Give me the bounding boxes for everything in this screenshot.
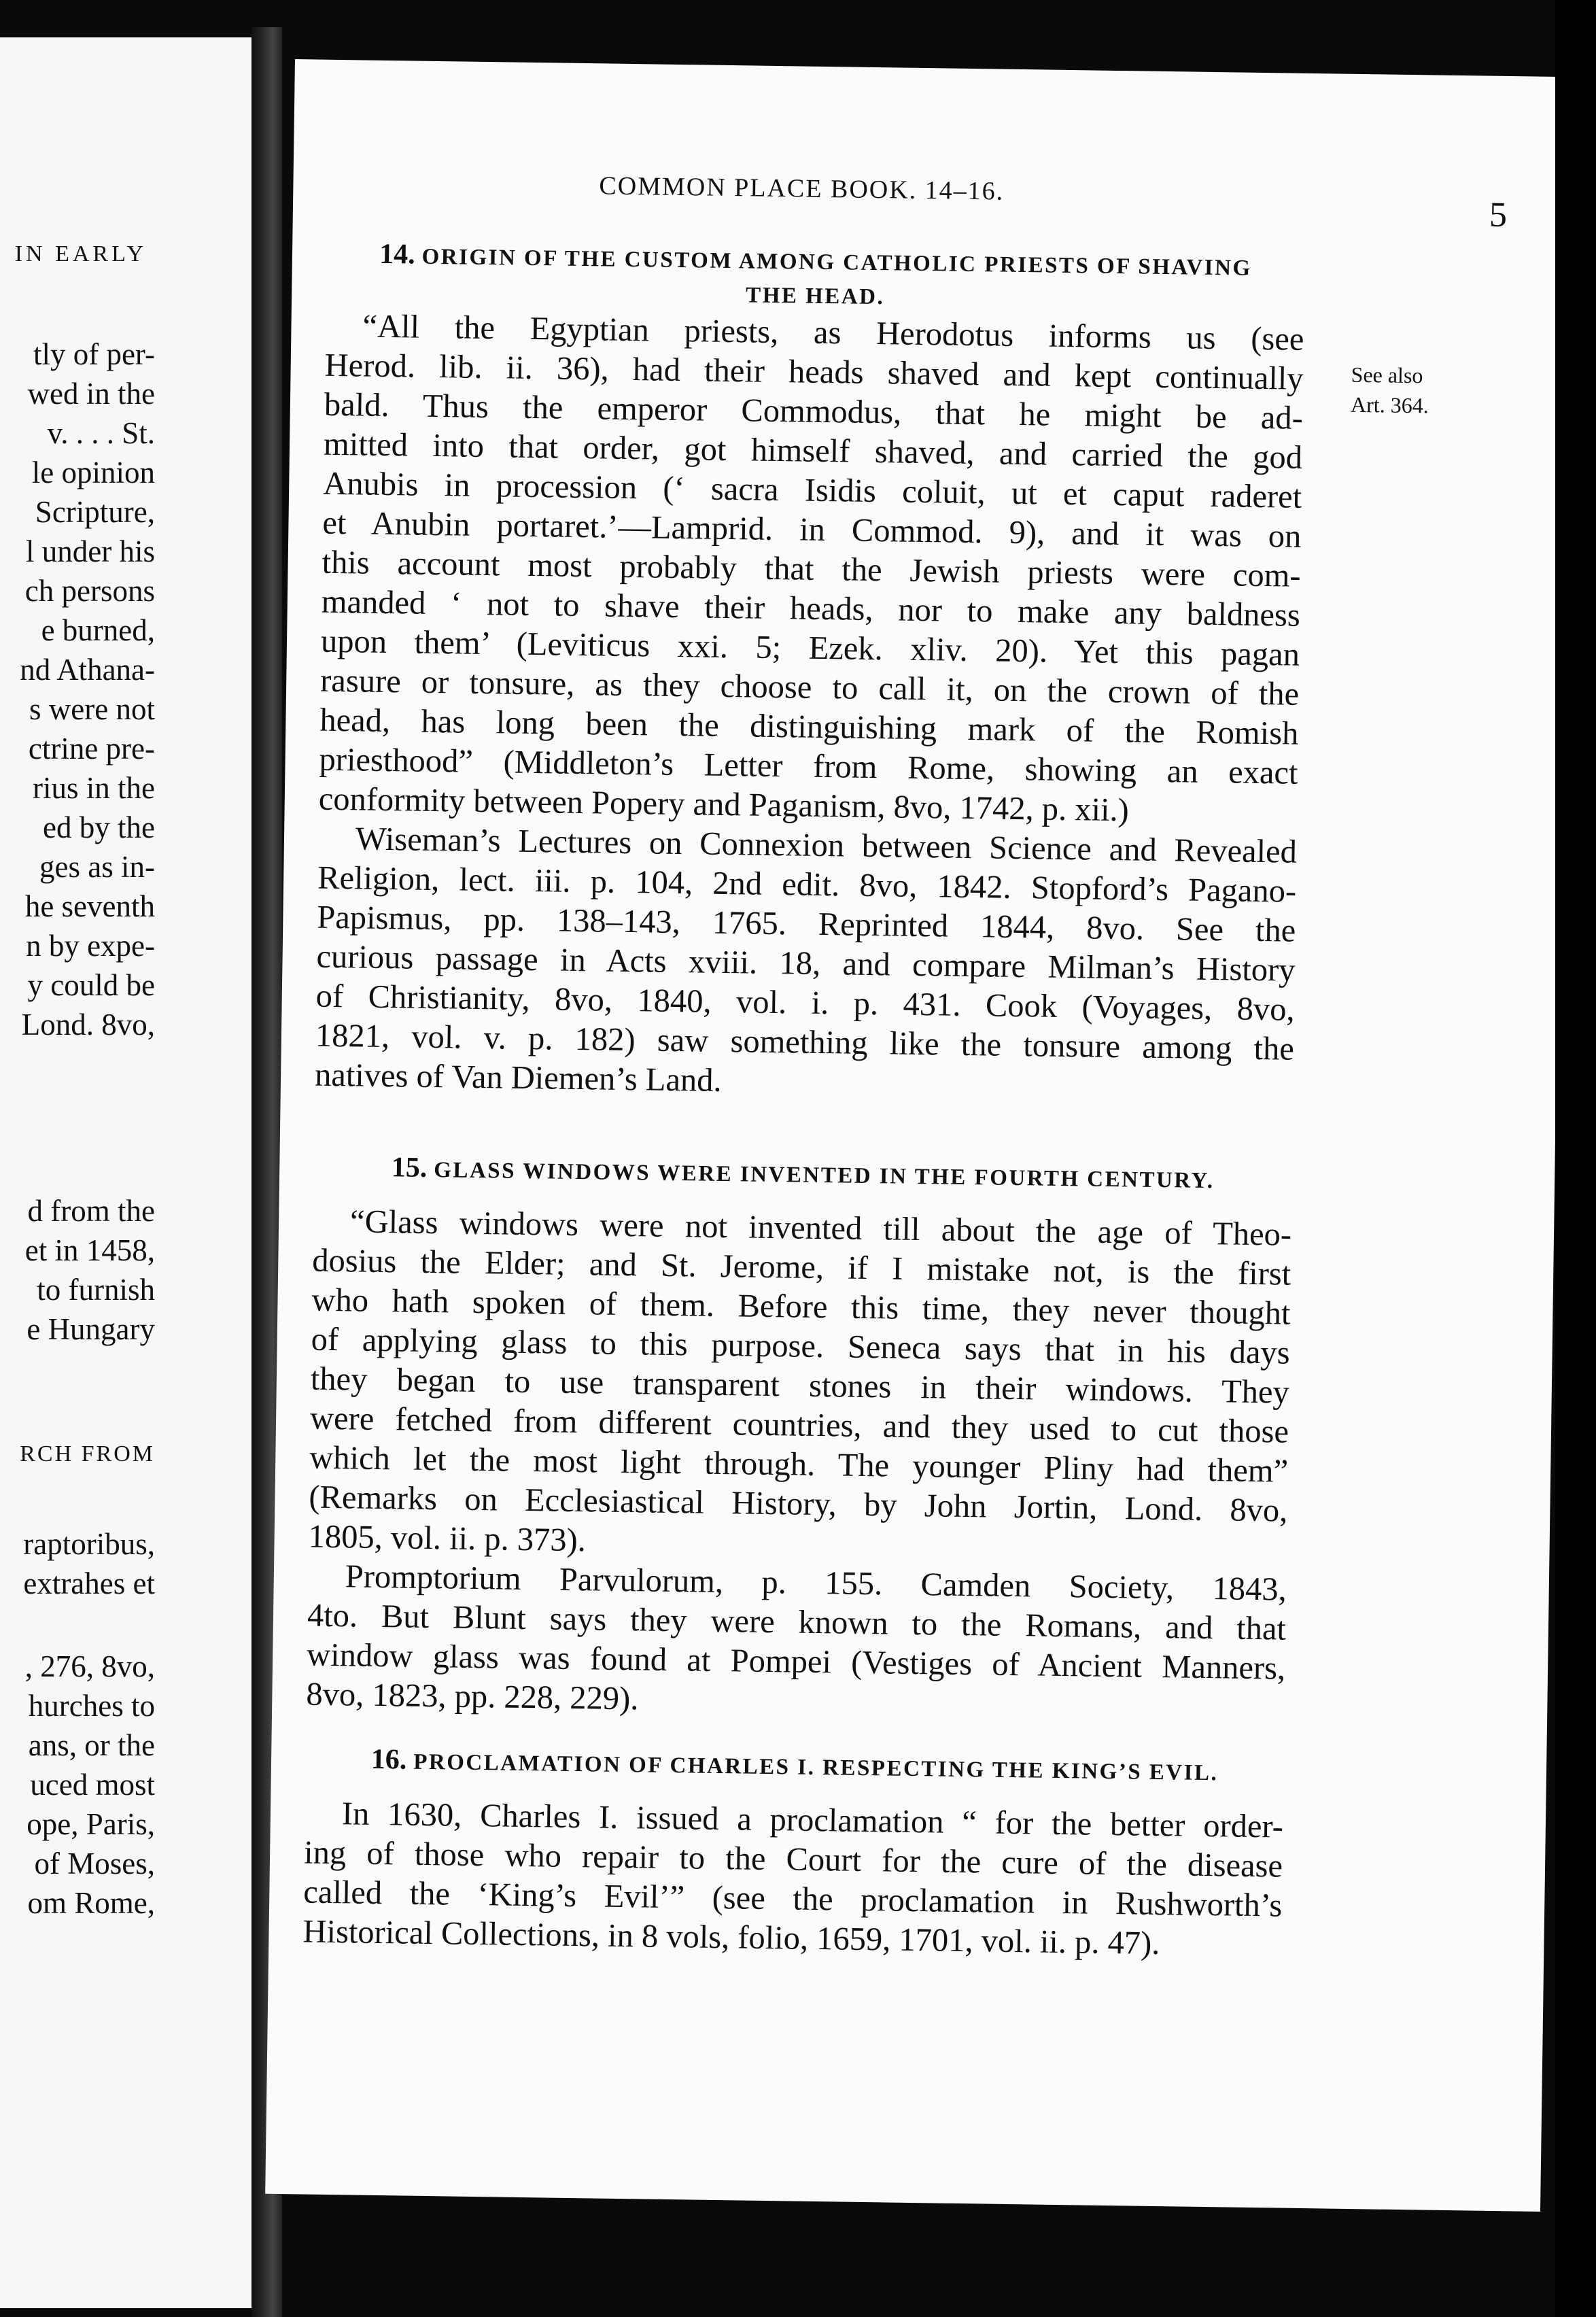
text-line: which let the most light through. The younger Pliny had them” <box>309 1439 1289 1490</box>
page-body <box>302 237 1305 1966</box>
text-line: 1805, vol. ii. p. 373). <box>308 1518 587 1559</box>
section-15 <box>306 1150 1292 1728</box>
text-line: 4to. But Blunt says they were known to the Romans, and that <box>307 1597 1287 1647</box>
text-line: Wiseman’s Lectures on Connexion between Science and Revealed <box>355 821 1298 870</box>
previous-page-text-line: ctrine pre- <box>28 732 155 766</box>
previous-page-text-line: Scripture, <box>35 495 155 529</box>
text-line: “All the Egyptian priests, as Herodotus informs us (see <box>362 308 1304 358</box>
paragraph <box>315 819 1298 1109</box>
previous-page-text-line: ed by the <box>43 810 155 844</box>
previous-page-heading-fragment: IN EARLY <box>14 241 147 267</box>
text-line: conformity between Popery and Paganism, 8vo, 1742, p. xii.) <box>318 780 1130 829</box>
text-line: this account most probably that the Jewish priests were com- <box>322 544 1301 594</box>
paragraph <box>302 1794 1283 1966</box>
previous-page-text-line: le opinion <box>31 456 155 490</box>
previous-page-fragment <box>0 37 251 2308</box>
text-line: “Glass windows were not invented till about the age of Theo- <box>349 1203 1292 1253</box>
previous-page-text-line: n by expe- <box>26 929 155 963</box>
text-line: Religion, lect. iii. p. 104, 2nd edit. 8vo, 1842. Stopford’s Pagano- <box>317 859 1297 910</box>
section-14 <box>315 237 1305 1109</box>
section-title: GLASS WINDOWS WERE INVENTED IN THE FOURTH CENTURY. <box>434 1158 1215 1194</box>
text-line: upon them’ (Leviticus xxi. 5; Ezek. xliv. 20). Yet this pagan <box>320 623 1300 673</box>
previous-page-text-line: e Hungary <box>27 1312 155 1346</box>
text-line: dosius the Elder; and St. Jerome, if I mistake not, is the first <box>311 1242 1291 1292</box>
previous-page-text-line: ges as in- <box>39 850 155 884</box>
text-line: they began to use transparent stones in their windows. They <box>310 1360 1290 1411</box>
previous-page-text-line: s were not <box>29 692 155 726</box>
text-line: priesthood” (Middleton’s Letter from Rome, showing an exact <box>319 741 1298 791</box>
text-line: In 1630, Charles I. issued a proclamation “ for the better order- <box>341 1796 1284 1845</box>
previous-page-text-line: om Rome, <box>27 1886 155 1920</box>
previous-page-text-line: et in 1458, <box>24 1233 155 1267</box>
previous-page-text-line: nd Athana- <box>20 653 155 687</box>
text-line: Papismus, pp. 138–143, 1765. Reprinted 1844, 8vo. See the <box>317 899 1296 949</box>
section-number: 15. <box>391 1152 428 1184</box>
text-line: rasure or tonsure, as they choose to call it, on the crown of the <box>319 662 1300 713</box>
previous-page-text-line: tly of per- <box>33 337 155 371</box>
text-line: called the ‘King’s Evil’” (see the proclamation in Rushworth’s <box>303 1874 1283 1924</box>
previous-page-text-line: Lond. 8vo, <box>21 1008 155 1042</box>
previous-page-text-line: e burned, <box>41 613 155 647</box>
previous-page-text-line: extrahes et <box>23 1566 155 1600</box>
previous-page-text-line: ans, or the <box>28 1728 155 1762</box>
previous-page-text-line: to furnish <box>37 1273 155 1307</box>
book-page <box>265 59 1570 2212</box>
margin-note-line: See also <box>1351 362 1423 388</box>
text-line: et Anubin portaret.’—Lamprid. in Commod. 9), and it was on <box>322 504 1302 555</box>
section-title: PROCLAMATION OF CHARLES I. RESPECTING THE KING’S EVIL. <box>413 1749 1219 1786</box>
text-line: head, has long been the distinguishing mark of the Romish <box>319 702 1299 752</box>
previous-page-text-line: of Moses, <box>34 1847 155 1881</box>
text-line: 8vo, 1823, pp. 228, 229). <box>306 1676 639 1717</box>
text-line: Herod. lib. ii. 36), had their heads shaved and kept continually <box>324 347 1304 397</box>
previous-page-text-line: ope, Paris, <box>27 1807 155 1841</box>
text-line: manded ‘ not to shave their heads, nor to make any baldness <box>321 583 1301 634</box>
previous-page-text-line: he seventh <box>24 889 155 923</box>
text-line: Anubis in procession (‘ sacra Isidis coluit, ut et caput raderet <box>322 465 1302 515</box>
text-line: (Remarks on Ecclesiastical History, by John Jortin, Lond. 8vo, <box>309 1479 1288 1529</box>
paragraph <box>318 307 1304 833</box>
running-head: COMMON PLACE BOOK. 14–16. <box>599 171 1005 206</box>
section-number: 14. <box>379 238 416 271</box>
text-line: ing of those who repair to the Court for the cure of the disease <box>303 1834 1283 1885</box>
text-line: mitted into that order, got himself shaved, and carried the god <box>323 426 1303 476</box>
text-line: Historical Collections, in 8 vols, folio, 1659, 1701, vol. ii. p. 47). <box>302 1913 1160 1962</box>
previous-page-text-line: v. . . . St. <box>47 416 155 450</box>
section-title: ORIGIN OF THE CUSTOM AMONG CATHOLIC PRIESTS OF SHAVING <box>421 244 1252 281</box>
paragraph <box>308 1202 1291 1571</box>
text-line: window glass was found at Pompei (Vestiges of Ancient Manners, <box>306 1636 1286 1687</box>
previous-page-text-line: y could be <box>27 968 155 1002</box>
text-line: 1821, vol. v. p. 182) saw something like the tonsure among the <box>315 1017 1295 1067</box>
section-16 <box>302 1742 1284 1966</box>
previous-page-text-line: ch persons <box>24 574 155 608</box>
previous-page-text-line: , 276, 8vo, <box>24 1649 155 1683</box>
scan-edge <box>1555 0 1596 2317</box>
previous-page-text-line: wed in the <box>27 377 155 411</box>
text-line: curious passage in Acts xviii. 18, and compare Milman’s History <box>316 938 1296 989</box>
previous-page-text-line: rius in the <box>33 771 155 805</box>
previous-page-text-line: d from the <box>27 1194 155 1228</box>
text-line: bald. Thus the emperor Commodus, that he might be ad- <box>324 386 1304 436</box>
text-line: natives of Van Diemen’s Land. <box>314 1057 722 1099</box>
previous-page-text-line: raptoribus, <box>23 1527 155 1561</box>
margin-note <box>1351 360 1429 421</box>
text-line: who hath spoken of them. Before this time, they never thought <box>311 1282 1291 1332</box>
text-line: were fetched from different countries, and they used to cut those <box>309 1400 1289 1450</box>
previous-page-text-line: hurches to <box>28 1689 155 1723</box>
previous-page-text-line: l under his <box>26 534 155 568</box>
text-line: of Christianity, 8vo, 1840, vol. i. p. 431. Cook (Voyages, 8vo, <box>315 978 1296 1028</box>
section-number: 16. <box>370 1743 407 1776</box>
section-title-continued: THE HEAD. <box>745 283 885 310</box>
paragraph <box>306 1557 1287 1728</box>
text-line: Promptorium Parvulorum, p. 155. Camden Society, 1843, <box>345 1558 1287 1608</box>
previous-page-heading-fragment: RCH FROM <box>20 1441 155 1466</box>
margin-note-line: Art. 364. <box>1350 392 1429 418</box>
text-line: of applying glass to this purpose. Seneca says that in his days <box>311 1321 1290 1371</box>
page-number: 5 <box>1489 195 1508 235</box>
previous-page-text-line: uced most <box>30 1768 155 1802</box>
